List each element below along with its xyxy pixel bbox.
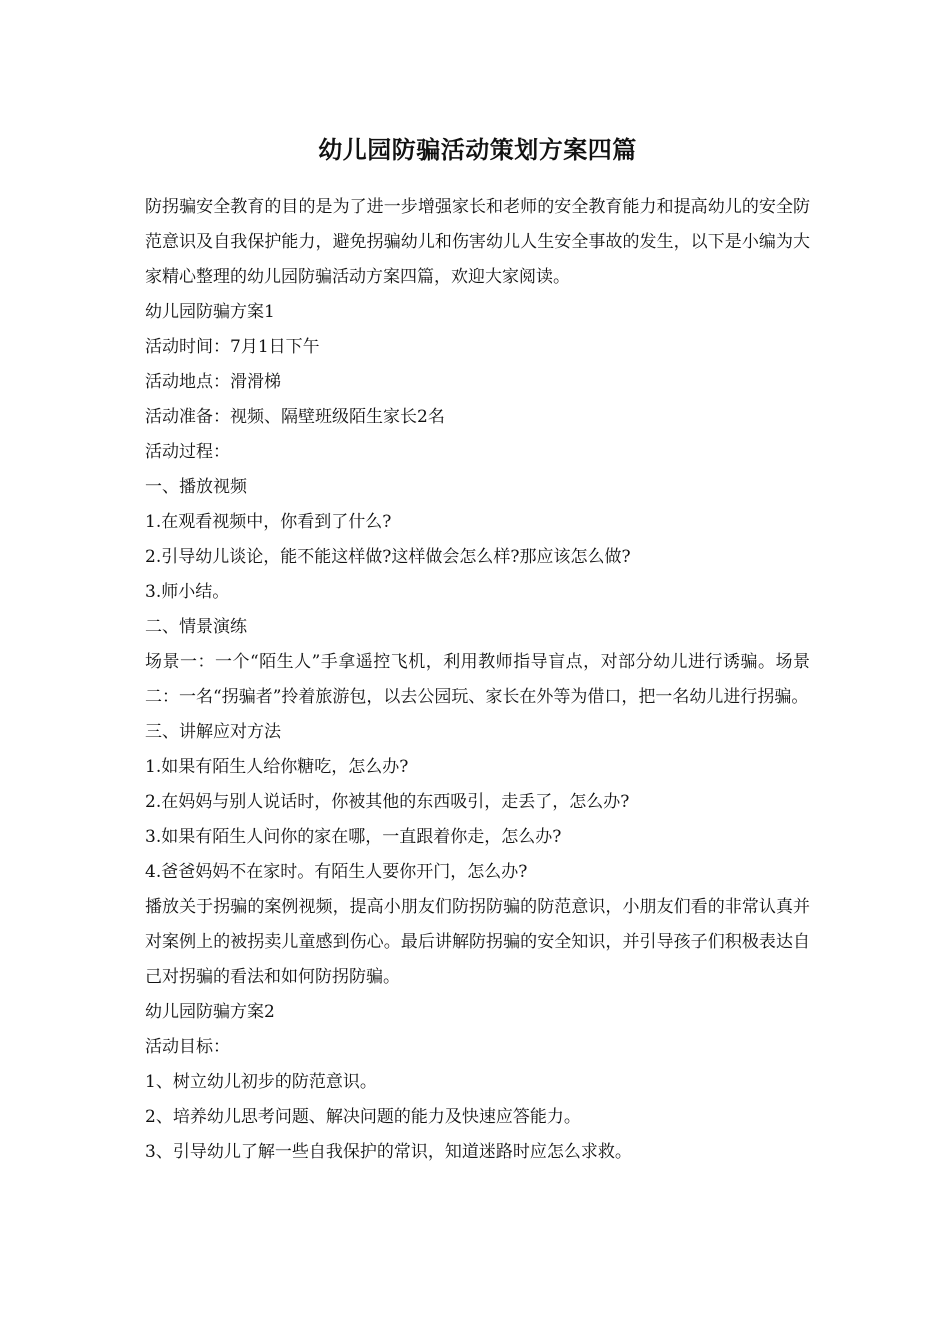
list-item: 2、培养幼儿思考问题、解决问题的能力及快速应答能力。 [145,1107,581,1127]
activity-preparation: 活动准备：视频、隔壁班级陌生家长2名 [145,407,445,427]
step-heading: 二、情景演练 [145,617,247,637]
section-heading-plan-2: 幼儿园防骗方案2 [145,1002,275,1022]
list-item: 3、引导幼儿了解一些自我保护的常识，知道迷路时应怎么求救。 [145,1142,632,1162]
list-item: 1.如果有陌生人给你糖吃，怎么办? [145,757,409,777]
list-item: 2.在妈妈与别人说话时，你被其他的东西吸引，走丢了，怎么办? [145,792,630,812]
scenario-paragraph: 场景一：一个“陌生人”手拿遥控飞机，利用教师指导盲点，对部分幼儿进行诱骗。场景二：一名“拐骗者”拎着旅游包，以去公园玩、家长在外等为借口，把一名幼儿进行拐骗。 [145,652,810,707]
activity-process-label: 活动过程： [145,442,230,462]
list-item: 2.引导幼儿谈论，能不能这样做?这样做会怎么样?那应该怎么做? [145,547,631,567]
step-heading: 三、讲解应对方法 [145,722,281,742]
document-body [145,190,810,1170]
list-item: 3.如果有陌生人问你的家在哪，一直跟着你走，怎么办? [145,827,562,847]
document-title: 幼儿园防骗活动策划方案四篇 [318,135,637,164]
intro-paragraph: 防拐骗安全教育的目的是为了进一步增强家长和老师的安全教育能力和提高幼儿的安全防范意识及自我保护能力，避免拐骗幼儿和伤害幼儿人生安全事故的发生，以下是小编为大家精心整理的幼儿园防骗活动方案四篇，欢迎大家阅读。 [145,197,810,287]
activity-location: 活动地点：滑滑梯 [145,372,281,392]
list-item: 4.爸爸妈妈不在家时。有陌生人要你开门，怎么办? [145,862,528,882]
list-item: 1.在观看视频中，你看到了什么? [145,512,392,532]
list-item: 3.师小结。 [145,582,230,602]
list-item: 1、树立幼儿初步的防范意识。 [145,1072,377,1092]
activity-goals-label: 活动目标： [145,1037,230,1057]
step-heading: 一、播放视频 [145,477,247,497]
summary-paragraph: 播放关于拐骗的案例视频，提高小朋友们防拐防骗的防范意识，小朋友们看的非常认真并对案例上的被拐卖儿童感到伤心。最后讲解防拐骗的安全知识，并引导孩子们积极表达自己对拐骗的看法和如何防拐防骗。 [145,897,810,987]
activity-time: 活动时间：7月1日下午 [145,337,320,357]
document-page [145,130,810,1170]
section-heading-plan-1: 幼儿园防骗方案1 [145,302,275,322]
